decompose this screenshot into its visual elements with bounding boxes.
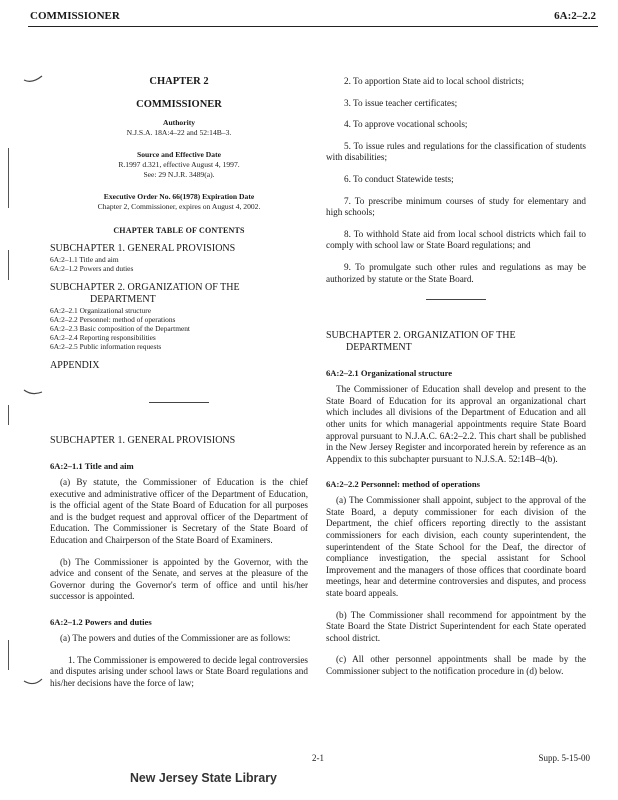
chapter-title: COMMISSIONER xyxy=(136,99,222,110)
margin-tick xyxy=(8,640,9,670)
section-rule xyxy=(426,299,486,300)
toc-item: 6A:2–2.3 Basic composition of the Department xyxy=(50,324,190,333)
margin-tick xyxy=(8,148,9,208)
margin-mark xyxy=(22,382,44,396)
paragraph: (b) The Commissioner is appointed by the Governor, with the advice and consent of the Senate, and serves at the pleasure of the Governor during the Governor's term of office and until his/her successor is appointed. xyxy=(50,556,308,602)
toc-item: 6A:2–1.1 Title and aim xyxy=(50,255,119,264)
source-text: See: 29 N.J.R. 3489(a). xyxy=(143,170,215,179)
section-rule xyxy=(149,402,209,403)
subchapter-heading: SUBCHAPTER 1. GENERAL PROVISIONS xyxy=(50,435,236,446)
left-column xyxy=(50,76,308,689)
list-item: 2. To apportion State aid to local school districts; xyxy=(344,76,525,86)
paragraph: (b) The Commissioner shall recommend for appointment by the State Board the State District Superintendent for each State operated school district. xyxy=(326,609,586,643)
toc-item: 6A:2–2.5 Public information requests xyxy=(50,342,162,351)
paragraph: The Commissioner of Education shall develop and present to the State Board of Education for its approval an organizational chart which includes all divisions of the Department of Education and all other units for which managerial appointments require State Board approval pursuant to N.J.A.C. 6A:2–2.2. This chart shall be published in the New Jersey Register and incorporated herein by reference as an Appendix to this subchapter pursuant to N.J.S.A. 52:14B–4(b). xyxy=(326,384,586,464)
margin-mark xyxy=(22,675,44,689)
page-number: 2-1 xyxy=(312,753,324,763)
executive-heading: Executive Order No. 66(1978) Expiration Date xyxy=(103,192,255,201)
library-watermark: New Jersey State Library xyxy=(130,770,277,785)
supplement-date: Supp. 5-15-00 xyxy=(538,753,590,763)
paragraph: (a) By statute, the Commissioner of Education is the chief executive and administrative officer of the Department of Education, is the official agent of the State Board of Education for all purposes and is the budget request and approval officer of the Department of Education. The Commissioner is Secretary of the State Board of Education and Chairperson of the State Board of Examiners. xyxy=(50,477,308,545)
paragraph: (a) The powers and duties of the Commissioner are as follows: xyxy=(60,632,291,643)
toc-appendix: APPENDIX xyxy=(50,360,100,371)
margin-tick xyxy=(8,250,9,280)
running-header xyxy=(28,10,598,27)
list-item: 8. To withhold State aid from local school districts which fail to comply with school law or State Board regulations; and xyxy=(326,228,586,251)
toc-subchapter: SUBCHAPTER 2. ORGANIZATION OF THE xyxy=(50,282,240,293)
paragraph: (c) All other personnel appointments shall be made by the Commissioner subject to the notification procedure in (d) below. xyxy=(326,654,586,676)
section-heading: 6A:2–1.2 Powers and duties xyxy=(50,616,152,627)
section-heading: 6A:2–2.2 Personnel: method of operations xyxy=(326,479,480,490)
margin-tick xyxy=(8,405,9,425)
list-item: 1. The Commissioner is empowered to decide legal controversies and disputes arising under school laws or State Board regulations and his/her decisions have the force of law; xyxy=(50,654,308,688)
toc-item: 6A:2–2.4 Reporting responsibilities xyxy=(50,333,156,342)
executive-text: Chapter 2, Commissioner, expires on August 4, 2002. xyxy=(97,202,261,211)
toc-item: 6A:2–2.1 Organizational structure xyxy=(50,306,152,315)
margin-mark xyxy=(22,70,44,84)
subchapter-heading-cont: DEPARTMENT xyxy=(346,342,412,354)
list-item: 6. To conduct Statewide tests; xyxy=(344,173,454,184)
list-item: 9. To promulgate such other rules and regulations as may be authorized by statute or the State Board. xyxy=(326,261,586,284)
toc-subchapter: SUBCHAPTER 1. GENERAL PROVISIONS xyxy=(50,243,236,254)
subchapter-heading: SUBCHAPTER 2. ORGANIZATION OF THE xyxy=(326,330,516,342)
header-section: 6A:2–2.2 xyxy=(554,10,596,22)
toc-heading: CHAPTER TABLE OF CONTENTS xyxy=(113,226,245,235)
list-item: 4. To approve vocational schools; xyxy=(344,119,468,130)
authority-text: N.J.S.A. 18A:4–22 and 52:14B–3. xyxy=(126,128,232,137)
header-title: COMMISSIONER xyxy=(30,10,120,22)
list-item: 3. To issue teacher certificates; xyxy=(344,97,458,108)
toc-item: 6A:2–1.2 Powers and duties xyxy=(50,264,134,273)
section-heading: 6A:2–1.1 Title and aim xyxy=(50,461,134,471)
toc-subchapter-cont: DEPARTMENT xyxy=(90,294,156,305)
toc-item: 6A:2–2.2 Personnel: method of operations xyxy=(50,315,176,324)
source-text: R.1997 d.321, effective August 4, 1997. xyxy=(118,160,240,169)
right-column xyxy=(326,76,586,678)
source-heading: Source and Effective Date xyxy=(136,150,221,159)
section-heading: 6A:2–2.1 Organizational structure xyxy=(326,368,453,379)
list-item: 7. To prescribe minimum courses of study for elementary and high schools; xyxy=(326,195,586,218)
list-item: 5. To issue rules and regulations for the classification of students with disabilities; xyxy=(326,140,586,163)
paragraph: (a) The Commissioner shall appoint, subject to the approval of the State Board, a deputy commissioner for each division of the Department, the chief officers reporting directly to the assistant commissioners for each division, each county superintendent, the superintendent of the State School for the Deaf, the director of compliance investigation, the special assistant for School Improvement and the managers of those offices that coordinate board meetings, hear and determine controversies and disputes, and process state board appeals. xyxy=(326,495,586,599)
authority-heading: Authority xyxy=(162,118,196,127)
chapter-number: CHAPTER 2 xyxy=(149,76,209,87)
